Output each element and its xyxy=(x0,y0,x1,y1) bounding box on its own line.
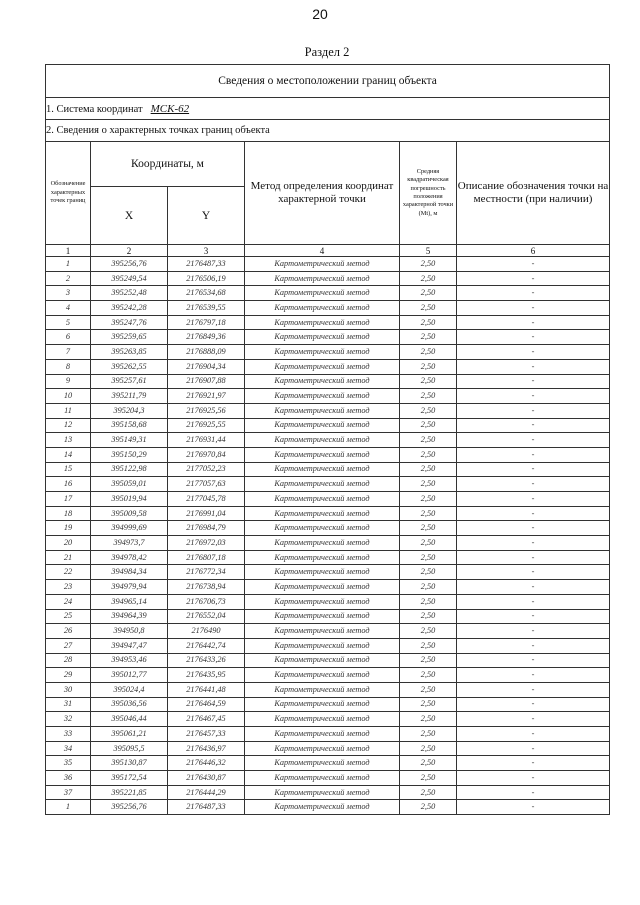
description-cell: - xyxy=(457,756,610,771)
method-cell: Картометрический метод xyxy=(245,257,400,272)
error-cell: 2,50 xyxy=(400,653,457,668)
method-cell: Картометрический метод xyxy=(245,550,400,565)
table-row xyxy=(46,756,610,771)
header-coordinates: Координаты, м xyxy=(91,142,245,187)
y-coordinate-cell: 2176888,09 xyxy=(168,345,245,360)
table-row xyxy=(46,536,610,551)
x-coordinate-cell: 395211,79 xyxy=(91,389,168,404)
header-x: X xyxy=(91,187,168,245)
y-coordinate-cell: 2176970,84 xyxy=(168,447,245,462)
point-number-cell: 1 xyxy=(46,257,91,272)
description-cell: - xyxy=(457,492,610,507)
point-number-cell: 5 xyxy=(46,315,91,330)
point-number-cell: 15 xyxy=(46,462,91,477)
description-cell: - xyxy=(457,433,610,448)
error-cell: 2,50 xyxy=(400,594,457,609)
error-cell: 2,50 xyxy=(400,271,457,286)
header-error: Средняя квадратическая погрешность положения характерной точки (Mt), м xyxy=(400,142,457,245)
x-coordinate-cell: 394999,69 xyxy=(91,521,168,536)
point-number-cell: 3 xyxy=(46,286,91,301)
method-cell: Картометрический метод xyxy=(245,462,400,477)
method-cell: Картометрический метод xyxy=(245,506,400,521)
description-cell: - xyxy=(457,550,610,565)
y-coordinate-cell: 2176441,48 xyxy=(168,682,245,697)
table-row xyxy=(46,492,610,507)
table-row xyxy=(46,374,610,389)
table-row xyxy=(46,668,610,683)
description-cell: - xyxy=(457,697,610,712)
description-cell: - xyxy=(457,257,610,272)
method-cell: Картометрический метод xyxy=(245,359,400,374)
x-coordinate-cell: 394984,34 xyxy=(91,565,168,580)
x-coordinate-cell: 395249,54 xyxy=(91,271,168,286)
point-number-cell: 10 xyxy=(46,389,91,404)
x-coordinate-cell: 395024,4 xyxy=(91,682,168,697)
x-coordinate-cell: 395012,77 xyxy=(91,668,168,683)
points-section-label: 2. Сведения о характерных точках границ объекта xyxy=(46,120,610,142)
description-cell: - xyxy=(457,536,610,551)
table-row xyxy=(46,389,610,404)
coordinate-system-row xyxy=(46,98,610,120)
point-number-cell: 11 xyxy=(46,403,91,418)
point-number-cell: 7 xyxy=(46,345,91,360)
error-cell: 2,50 xyxy=(400,433,457,448)
y-coordinate-cell: 2176534,68 xyxy=(168,286,245,301)
description-cell: - xyxy=(457,682,610,697)
error-cell: 2,50 xyxy=(400,345,457,360)
point-number-cell: 8 xyxy=(46,359,91,374)
table-row xyxy=(46,403,610,418)
header-y: Y xyxy=(168,187,245,245)
error-cell: 2,50 xyxy=(400,521,457,536)
table-row xyxy=(46,315,610,330)
table-row xyxy=(46,286,610,301)
description-cell: - xyxy=(457,447,610,462)
method-cell: Картометрический метод xyxy=(245,301,400,316)
error-cell: 2,50 xyxy=(400,462,457,477)
table-row xyxy=(46,477,610,492)
table-row xyxy=(46,447,610,462)
table-row xyxy=(46,506,610,521)
point-number-cell: 27 xyxy=(46,638,91,653)
point-number-cell: 35 xyxy=(46,756,91,771)
method-cell: Картометрический метод xyxy=(245,697,400,712)
header-description: Описание обозначения точки на местности (при наличии) xyxy=(457,142,610,245)
table-row xyxy=(46,594,610,609)
y-coordinate-cell: 2176904,34 xyxy=(168,359,245,374)
method-cell: Картометрический метод xyxy=(245,624,400,639)
y-coordinate-cell: 2176433,26 xyxy=(168,653,245,668)
description-cell: - xyxy=(457,785,610,800)
description-cell: - xyxy=(457,330,610,345)
x-coordinate-cell: 395256,76 xyxy=(91,800,168,815)
error-cell: 2,50 xyxy=(400,447,457,462)
coordinate-system-label: 1. Система координат xyxy=(46,103,143,115)
x-coordinate-cell: 395256,76 xyxy=(91,257,168,272)
x-coordinate-cell: 395242,28 xyxy=(91,301,168,316)
point-number-cell: 28 xyxy=(46,653,91,668)
table-row xyxy=(46,609,610,624)
table-row xyxy=(46,565,610,580)
description-cell: - xyxy=(457,741,610,756)
table-row xyxy=(46,345,610,360)
method-cell: Картометрический метод xyxy=(245,315,400,330)
column-number: 6 xyxy=(457,245,610,257)
method-cell: Картометрический метод xyxy=(245,653,400,668)
table-row xyxy=(46,359,610,374)
x-coordinate-cell: 394973,7 xyxy=(91,536,168,551)
y-coordinate-cell: 2176487,33 xyxy=(168,800,245,815)
table-row xyxy=(46,433,610,448)
y-coordinate-cell: 2176925,55 xyxy=(168,418,245,433)
y-coordinate-cell: 2176991,04 xyxy=(168,506,245,521)
point-number-cell: 1 xyxy=(46,800,91,815)
x-coordinate-cell: 395036,56 xyxy=(91,697,168,712)
point-number-cell: 4 xyxy=(46,301,91,316)
y-coordinate-cell: 2176706,73 xyxy=(168,594,245,609)
y-coordinate-cell: 2176552,04 xyxy=(168,609,245,624)
point-number-cell: 31 xyxy=(46,697,91,712)
y-coordinate-cell: 2176772,34 xyxy=(168,565,245,580)
y-coordinate-cell: 2176807,18 xyxy=(168,550,245,565)
x-coordinate-cell: 395204,3 xyxy=(91,403,168,418)
description-cell: - xyxy=(457,638,610,653)
x-coordinate-cell: 395019,94 xyxy=(91,492,168,507)
x-coordinate-cell: 395122,98 xyxy=(91,462,168,477)
method-cell: Картометрический метод xyxy=(245,330,400,345)
error-cell: 2,50 xyxy=(400,785,457,800)
y-coordinate-cell: 2176467,45 xyxy=(168,712,245,727)
point-number-cell: 23 xyxy=(46,580,91,595)
header-point-designation: Обозначение характерных точек границ xyxy=(46,142,91,245)
table-row xyxy=(46,712,610,727)
method-cell: Картометрический метод xyxy=(245,771,400,786)
point-number-cell: 33 xyxy=(46,727,91,742)
x-coordinate-cell: 394950,8 xyxy=(91,624,168,639)
y-coordinate-cell: 2176907,88 xyxy=(168,374,245,389)
description-cell: - xyxy=(457,609,610,624)
y-coordinate-cell: 2176921,97 xyxy=(168,389,245,404)
method-cell: Картометрический метод xyxy=(245,727,400,742)
error-cell: 2,50 xyxy=(400,359,457,374)
y-coordinate-cell: 2176797,18 xyxy=(168,315,245,330)
description-cell: - xyxy=(457,580,610,595)
y-coordinate-cell: 2176487,33 xyxy=(168,257,245,272)
error-cell: 2,50 xyxy=(400,301,457,316)
method-cell: Картометрический метод xyxy=(245,712,400,727)
description-cell: - xyxy=(457,506,610,521)
y-coordinate-cell: 2176457,33 xyxy=(168,727,245,742)
description-cell: - xyxy=(457,521,610,536)
error-cell: 2,50 xyxy=(400,477,457,492)
method-cell: Картометрический метод xyxy=(245,492,400,507)
table-row xyxy=(46,271,610,286)
error-cell: 2,50 xyxy=(400,771,457,786)
table-row xyxy=(46,741,610,756)
method-cell: Картометрический метод xyxy=(245,638,400,653)
description-cell: - xyxy=(457,462,610,477)
error-cell: 2,50 xyxy=(400,712,457,727)
method-cell: Картометрический метод xyxy=(245,477,400,492)
point-number-cell: 17 xyxy=(46,492,91,507)
table-row xyxy=(46,580,610,595)
point-number-cell: 25 xyxy=(46,609,91,624)
point-number-cell: 16 xyxy=(46,477,91,492)
point-number-cell: 22 xyxy=(46,565,91,580)
method-cell: Картометрический метод xyxy=(245,521,400,536)
method-cell: Картометрический метод xyxy=(245,800,400,815)
y-coordinate-cell: 2176984,79 xyxy=(168,521,245,536)
table-row xyxy=(46,771,610,786)
y-coordinate-cell: 2177045,78 xyxy=(168,492,245,507)
x-coordinate-cell: 395221,85 xyxy=(91,785,168,800)
column-number: 4 xyxy=(245,245,400,257)
error-cell: 2,50 xyxy=(400,668,457,683)
method-cell: Картометрический метод xyxy=(245,682,400,697)
method-cell: Картометрический метод xyxy=(245,536,400,551)
table-row xyxy=(46,682,610,697)
x-coordinate-cell: 395150,29 xyxy=(91,447,168,462)
table-row xyxy=(46,301,610,316)
point-number-cell: 36 xyxy=(46,771,91,786)
description-cell: - xyxy=(457,800,610,815)
error-cell: 2,50 xyxy=(400,741,457,756)
method-cell: Картометрический метод xyxy=(245,389,400,404)
method-cell: Картометрический метод xyxy=(245,271,400,286)
description-cell: - xyxy=(457,653,610,668)
x-coordinate-cell: 395262,55 xyxy=(91,359,168,374)
y-coordinate-cell: 2176931,44 xyxy=(168,433,245,448)
method-cell: Картометрический метод xyxy=(245,609,400,624)
error-cell: 2,50 xyxy=(400,403,457,418)
x-coordinate-cell: 394964,39 xyxy=(91,609,168,624)
table-row xyxy=(46,462,610,477)
error-cell: 2,50 xyxy=(400,638,457,653)
y-coordinate-cell: 2176442,74 xyxy=(168,638,245,653)
description-cell: - xyxy=(457,727,610,742)
description-cell: - xyxy=(457,389,610,404)
y-coordinate-cell: 2176464,59 xyxy=(168,697,245,712)
x-coordinate-cell: 395009,58 xyxy=(91,506,168,521)
method-cell: Картометрический метод xyxy=(245,785,400,800)
y-coordinate-cell: 2176446,32 xyxy=(168,756,245,771)
method-cell: Картометрический метод xyxy=(245,580,400,595)
table-title: Сведения о местоположении границ объекта xyxy=(46,65,610,98)
point-number-cell: 30 xyxy=(46,682,91,697)
point-number-cell: 32 xyxy=(46,712,91,727)
x-coordinate-cell: 395172,54 xyxy=(91,771,168,786)
error-cell: 2,50 xyxy=(400,506,457,521)
method-cell: Картометрический метод xyxy=(245,418,400,433)
x-coordinate-cell: 395130,87 xyxy=(91,756,168,771)
point-number-cell: 19 xyxy=(46,521,91,536)
error-cell: 2,50 xyxy=(400,418,457,433)
x-coordinate-cell: 395257,61 xyxy=(91,374,168,389)
table-row xyxy=(46,785,610,800)
y-coordinate-cell: 2177052,23 xyxy=(168,462,245,477)
point-number-cell: 29 xyxy=(46,668,91,683)
error-cell: 2,50 xyxy=(400,374,457,389)
table-row xyxy=(46,330,610,345)
error-cell: 2,50 xyxy=(400,257,457,272)
section-title: Раздел 2 xyxy=(304,45,350,59)
description-cell: - xyxy=(457,712,610,727)
point-number-cell: 6 xyxy=(46,330,91,345)
error-cell: 2,50 xyxy=(400,727,457,742)
x-coordinate-cell: 394978,42 xyxy=(91,550,168,565)
column-number: 1 xyxy=(46,245,91,257)
method-cell: Картометрический метод xyxy=(245,565,400,580)
description-cell: - xyxy=(457,668,610,683)
error-cell: 2,50 xyxy=(400,756,457,771)
error-cell: 2,50 xyxy=(400,315,457,330)
table-row xyxy=(46,521,610,536)
y-coordinate-cell: 2176430,87 xyxy=(168,771,245,786)
table-row xyxy=(46,697,610,712)
description-cell: - xyxy=(457,565,610,580)
y-coordinate-cell: 2176972,03 xyxy=(168,536,245,551)
point-number-cell: 18 xyxy=(46,506,91,521)
error-cell: 2,50 xyxy=(400,800,457,815)
error-cell: 2,50 xyxy=(400,330,457,345)
error-cell: 2,50 xyxy=(400,609,457,624)
description-cell: - xyxy=(457,271,610,286)
column-number: 3 xyxy=(168,245,245,257)
method-cell: Картометрический метод xyxy=(245,447,400,462)
y-coordinate-cell: 2176539,55 xyxy=(168,301,245,316)
method-cell: Картометрический метод xyxy=(245,403,400,418)
x-coordinate-cell: 395046,44 xyxy=(91,712,168,727)
description-cell: - xyxy=(457,315,610,330)
error-cell: 2,50 xyxy=(400,697,457,712)
point-number-cell: 14 xyxy=(46,447,91,462)
table-row xyxy=(46,800,610,815)
point-number-cell: 12 xyxy=(46,418,91,433)
point-number-cell: 24 xyxy=(46,594,91,609)
error-cell: 2,50 xyxy=(400,492,457,507)
table-row xyxy=(46,257,610,272)
error-cell: 2,50 xyxy=(400,389,457,404)
point-number-cell: 20 xyxy=(46,536,91,551)
y-coordinate-cell: 2176435,95 xyxy=(168,668,245,683)
method-cell: Картометрический метод xyxy=(245,668,400,683)
point-number-cell: 21 xyxy=(46,550,91,565)
x-coordinate-cell: 394965,14 xyxy=(91,594,168,609)
point-number-cell: 9 xyxy=(46,374,91,389)
coordinate-system-value: МСК-62 xyxy=(150,102,190,115)
point-number-cell: 2 xyxy=(46,271,91,286)
description-cell: - xyxy=(457,403,610,418)
description-cell: - xyxy=(457,286,610,301)
point-number-cell: 13 xyxy=(46,433,91,448)
error-cell: 2,50 xyxy=(400,682,457,697)
description-cell: - xyxy=(457,301,610,316)
point-number-cell: 26 xyxy=(46,624,91,639)
point-number-cell: 34 xyxy=(46,741,91,756)
error-cell: 2,50 xyxy=(400,550,457,565)
column-number: 2 xyxy=(91,245,168,257)
x-coordinate-cell: 395149,31 xyxy=(91,433,168,448)
x-coordinate-cell: 395259,65 xyxy=(91,330,168,345)
table-row xyxy=(46,653,610,668)
y-coordinate-cell: 2176490 xyxy=(168,624,245,639)
table-row xyxy=(46,418,610,433)
method-cell: Картометрический метод xyxy=(245,594,400,609)
method-cell: Картометрический метод xyxy=(245,286,400,301)
error-cell: 2,50 xyxy=(400,286,457,301)
description-cell: - xyxy=(457,345,610,360)
x-coordinate-cell: 394947,47 xyxy=(91,638,168,653)
error-cell: 2,50 xyxy=(400,565,457,580)
y-coordinate-cell: 2176849,36 xyxy=(168,330,245,345)
boundary-points-table xyxy=(45,64,610,815)
method-cell: Картометрический метод xyxy=(245,433,400,448)
point-number-cell: 37 xyxy=(46,785,91,800)
table-row xyxy=(46,624,610,639)
description-cell: - xyxy=(457,418,610,433)
description-cell: - xyxy=(457,594,610,609)
column-number: 5 xyxy=(400,245,457,257)
description-cell: - xyxy=(457,624,610,639)
table-row xyxy=(46,550,610,565)
x-coordinate-cell: 395061,21 xyxy=(91,727,168,742)
description-cell: - xyxy=(457,771,610,786)
x-coordinate-cell: 394979,94 xyxy=(91,580,168,595)
y-coordinate-cell: 2176444,29 xyxy=(168,785,245,800)
method-cell: Картометрический метод xyxy=(245,374,400,389)
header-method: Метод определения координат характерной точки xyxy=(245,142,400,245)
table-row xyxy=(46,727,610,742)
error-cell: 2,50 xyxy=(400,536,457,551)
method-cell: Картометрический метод xyxy=(245,741,400,756)
y-coordinate-cell: 2176738,94 xyxy=(168,580,245,595)
method-cell: Картометрический метод xyxy=(245,345,400,360)
x-coordinate-cell: 395158,68 xyxy=(91,418,168,433)
description-cell: - xyxy=(457,477,610,492)
y-coordinate-cell: 2177057,63 xyxy=(168,477,245,492)
x-coordinate-cell: 394953,46 xyxy=(91,653,168,668)
y-coordinate-cell: 2176436,97 xyxy=(168,741,245,756)
table-row xyxy=(46,638,610,653)
y-coordinate-cell: 2176925,56 xyxy=(168,403,245,418)
error-cell: 2,50 xyxy=(400,580,457,595)
method-cell: Картометрический метод xyxy=(245,756,400,771)
x-coordinate-cell: 395059,01 xyxy=(91,477,168,492)
x-coordinate-cell: 395252,48 xyxy=(91,286,168,301)
x-coordinate-cell: 395263,85 xyxy=(91,345,168,360)
description-cell: - xyxy=(457,359,610,374)
description-cell: - xyxy=(457,374,610,389)
error-cell: 2,50 xyxy=(400,624,457,639)
page-number: 20 xyxy=(312,6,328,22)
x-coordinate-cell: 395095,5 xyxy=(91,741,168,756)
x-coordinate-cell: 395247,76 xyxy=(91,315,168,330)
column-numbers-row xyxy=(46,245,610,257)
y-coordinate-cell: 2176506,19 xyxy=(168,271,245,286)
